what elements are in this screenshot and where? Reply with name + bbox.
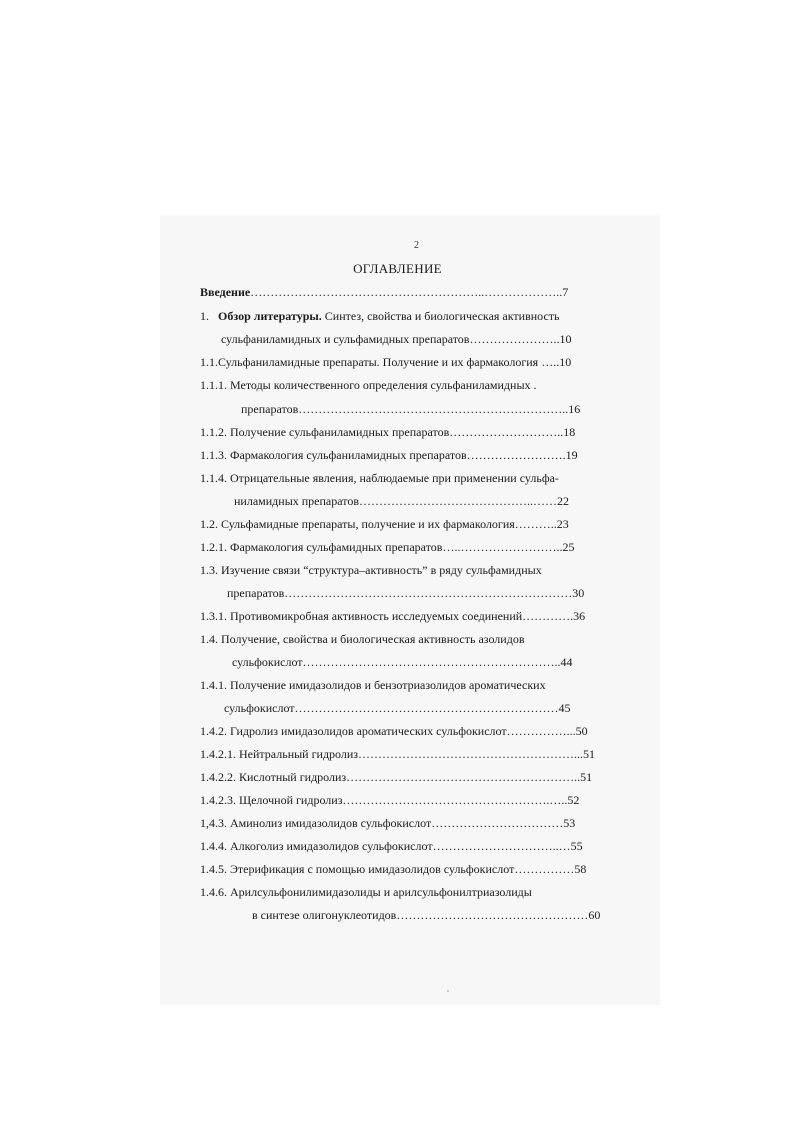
toc-entry-line: 1.1.1. Методы количественного определения сульфаниламидных . [200, 378, 537, 392]
toc-entry-line: 1.4.6. Арилсульфонилимидазолиды и арилсульфонилтриазолиды [200, 885, 532, 899]
toc-entry-line: 1.4.2.1. Нейтральный гидролиз………………………………………………...51 [200, 747, 596, 761]
toc-entry-line: 1.2.1. Фармакология сульфамидных препаратов…..……………………..25 [200, 540, 575, 554]
toc-entry-line: 1.4.5. Этерификация с помощью имидазолидов сульфокислот……………58 [200, 862, 587, 876]
toc-entry-line: 1.4.4. Алкоголиз имидазолидов сульфокислот…………………………..…55 [200, 839, 583, 853]
page-number: 2 [414, 240, 419, 251]
toc-entry-line: сульфокислот…………………………………………………………45 [224, 701, 571, 715]
toc-entry-line: 1.4.1. Получение имидазолидов и бензотриазолидов ароматических [200, 678, 546, 692]
toc-entry-line: 1.4.2. Гидролиз имидазолидов ароматических сульфокислот……………...50 [200, 724, 588, 738]
toc-entry-line: 1.3. Изучение связи “структура–активность” в ряду сульфамидных [200, 563, 542, 577]
toc-entry-bold-label: Обзор литературы. [218, 309, 322, 323]
toc-entry-line: 1.2. Сульфамидные препараты, получение и их фармакология………..23 [200, 517, 569, 531]
toc-entry-line: 1,4.3. Аминолиз имидазолидов сульфокислот……………………………53 [200, 816, 576, 830]
toc-entry-line: 1.4.2.2. Кислотный гидролиз…………………………………………………..51 [200, 770, 593, 784]
toc-entry-line: препаратов…………………………………………………………..16 [241, 402, 581, 416]
toc-entry-bold-label: Введение [200, 285, 251, 299]
toc-entry-line: 1.1.Сульфаниламидные препараты. Получение и их фармакология …..10 [200, 355, 572, 369]
scan-speck [447, 990, 449, 992]
toc-entry-line: 1.3.1. Противомикробная активность исследуемых соединений………….36 [200, 609, 586, 623]
toc-title: ОГЛАВЛЕНИЕ [353, 261, 442, 276]
toc-entry-line: 1.1.2. Получение сульфаниламидных препаратов………………………..18 [200, 425, 576, 439]
toc-entry-line: 1.4. Получение, свойства и биологическая активность азолидов [200, 632, 525, 646]
toc-entry-line: сульфаниламидных и сульфамидных препаратов…………………..10 [221, 332, 572, 346]
toc-entry-line: в синтезе олигонуклеотидов…………………………………………60 [252, 908, 601, 922]
toc-entry-number: 1. [200, 309, 209, 323]
toc-entry-introduction [200, 285, 568, 299]
toc-entry-line: 1.1.3. Фармакология сульфаниламидных препаратов…………………….19 [200, 448, 578, 462]
toc-entry-text: Синтез, свойства и биологическая активность [321, 309, 560, 323]
toc-entry-line: 1.4.2.3. Щелочной гидролиз…………………………………………….…..52 [200, 793, 580, 807]
toc-entry-line: 1.1.4. Отрицательные явления, наблюдаемые при применении сульфа- [200, 471, 559, 485]
toc-entry-leader: …………………………………………………..………………..7 [250, 285, 569, 299]
toc-entry-line: сульфокислот………………………………………………………..44 [232, 655, 573, 669]
toc-entry-line: препаратов………………………………………………………………30 [227, 586, 585, 600]
toc-entry-line: ниламидных препаратов……………………………………..……22 [234, 494, 570, 508]
toc-entry-chapter-1 [200, 309, 560, 323]
